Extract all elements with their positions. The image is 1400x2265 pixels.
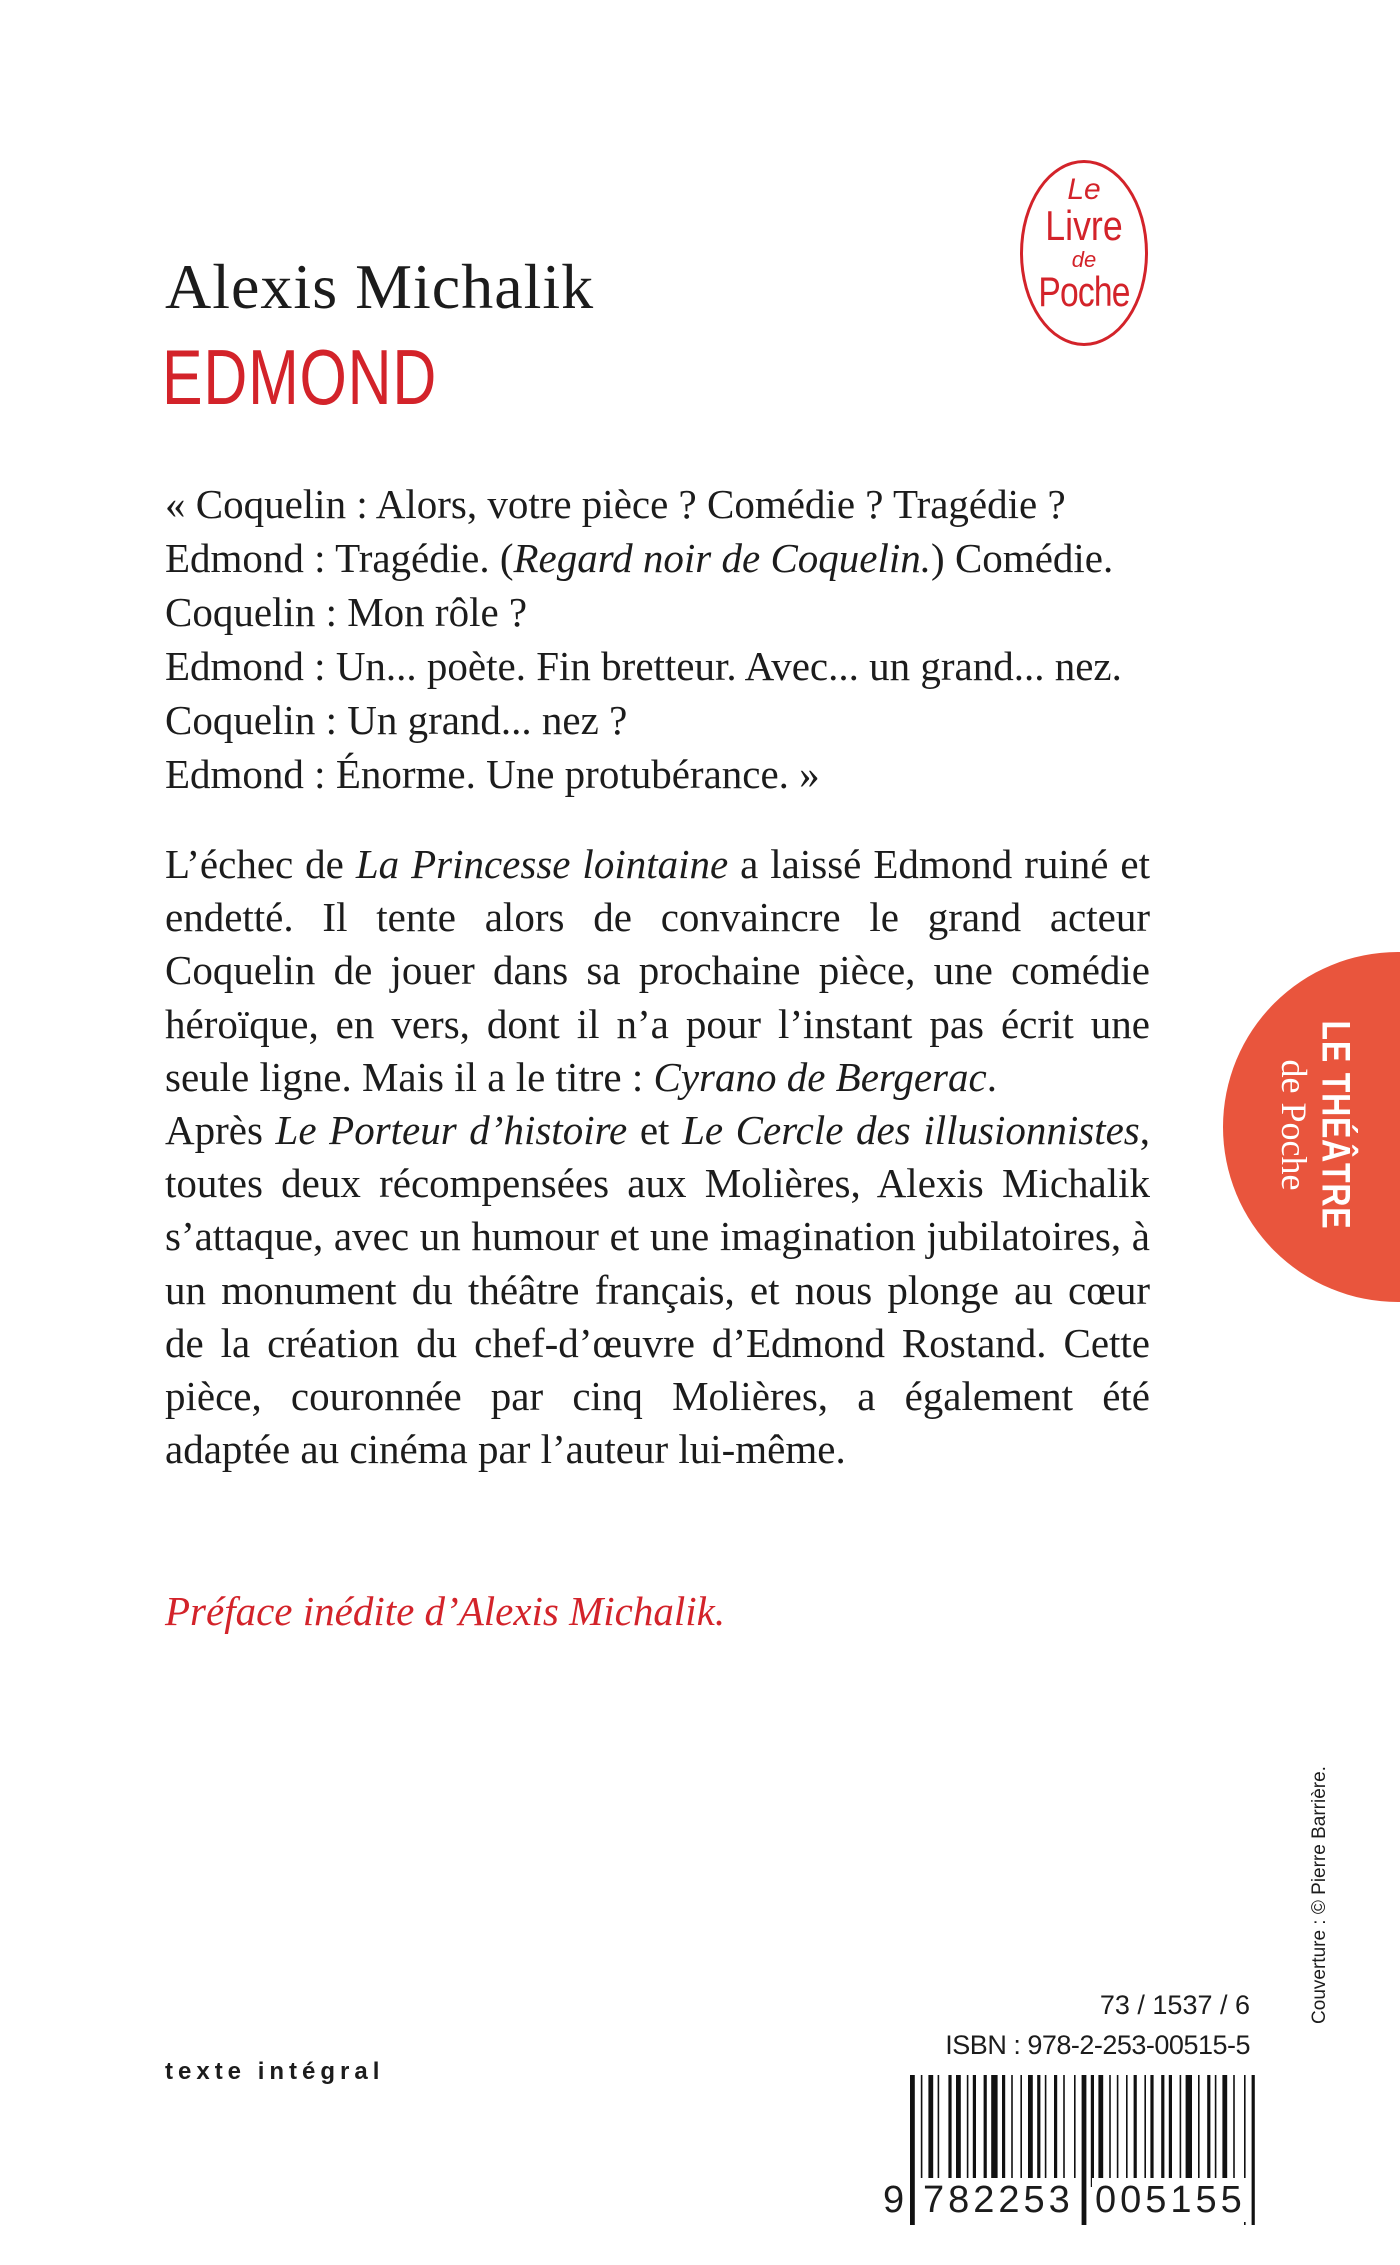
dialogue-run: Coquelin : Un grand... nez ? <box>165 697 628 743</box>
barcode-digit-first: 9 <box>880 2178 907 2222</box>
logo-line-2: Livre <box>1045 202 1123 249</box>
summary-run: La Princesse lointaine <box>355 841 729 887</box>
preface-note: Préface inédite d’Alexis Michalik. <box>165 1588 726 1634</box>
barcode-bar <box>991 2075 997 2187</box>
publisher-logo <box>1020 160 1148 346</box>
barcode-bar <box>967 2075 969 2187</box>
barcode-bar <box>1054 2075 1057 2187</box>
dialogue-line <box>165 477 1155 531</box>
dialogue-excerpt <box>165 477 1155 801</box>
barcode-bar <box>1020 2075 1022 2187</box>
barcode-bar <box>956 2075 961 2187</box>
summary-run: Cyrano de Bergerac <box>653 1053 987 1100</box>
dialogue-line <box>165 531 1155 585</box>
barcode-bar <box>1161 2075 1164 2187</box>
author-name: Alexis Michalik <box>165 251 595 322</box>
barcode-bar <box>1180 2075 1182 2187</box>
summary-run: L’échec de <box>165 841 356 887</box>
barcode-bar <box>973 2075 976 2187</box>
dialogue-run: ) Comédie. <box>931 535 1114 581</box>
barcode-bar <box>1037 2075 1040 2187</box>
logo-line-1: Le <box>1067 173 1101 206</box>
barcode-bar <box>1215 2075 1217 2187</box>
barcode-bar <box>938 2075 940 2187</box>
barcode-bar <box>1117 2075 1119 2187</box>
isbn-number: ISBN : 978-2-253-00515-5 <box>945 2030 1250 2060</box>
barcode-bar <box>1063 2075 1065 2187</box>
barcode-digits-left: 782253 <box>920 2178 1077 2222</box>
summary-run: Le Cercle des illusionnistes <box>682 1107 1140 1154</box>
badge-text <box>1274 1015 1400 1235</box>
dialogue-run: Edmond : Tragédie. ( <box>165 535 514 581</box>
barcode-bar <box>1011 2075 1013 2187</box>
badge-line-2: de Poche <box>1274 1059 1314 1191</box>
barcode-bar <box>1207 2075 1210 2187</box>
summary-run: , toutes deux récompensées aux Molières, Alexis Michalik s’attaque, avec un humour et une imagination jubilatoires, à un monument du théâtre français, et nous plonge au cœur de la création du chef-d’œuvre d’Edmond Rostand. Cette pièce, couronnée par cinq Molières, a également été adaptée au cinéma par l’auteur lui-même. <box>165 1107 1150 1473</box>
book-title: EDMOND <box>162 333 438 421</box>
cover-credit: Couverture : © Pierre Barrière. <box>1309 1766 1330 2024</box>
barcode-digits <box>880 2178 1260 2228</box>
logo-line-3: de <box>1071 247 1097 272</box>
barcode-bar <box>1186 2075 1192 2187</box>
barcode-bar <box>1002 2075 1005 2187</box>
book-summary <box>165 838 1150 1476</box>
dialogue-run: Edmond : Énorme. Une protubérance. » <box>165 751 820 797</box>
summary-run: et <box>627 1107 683 1154</box>
summary-run: Le Porteur d’histoire <box>275 1107 628 1154</box>
barcode-bar <box>1150 2075 1153 2187</box>
barcode-bar <box>1134 2075 1137 2187</box>
summary-paragraph <box>165 1104 1150 1476</box>
dialogue-run: Regard noir de Coquelin. <box>513 535 932 581</box>
dialogue-line <box>165 639 1155 693</box>
barcode-bar <box>1091 2075 1094 2187</box>
dialogue-line <box>165 693 1155 747</box>
summary-paragraph <box>165 838 1150 1104</box>
barcode-bar <box>1074 2075 1076 2187</box>
barcode-bar <box>1233 2075 1235 2187</box>
summary-run: a laissé Edmond ruiné et endetté. Il tente alors de convaincre le grand acteur Coquelin de jouer dans sa prochaine pièce, une comédie héroïque, en vers, dont il n’a pour l’instant pas écrit une seule ligne. Mais il a le titre : <box>165 841 1150 1100</box>
barcode-bar <box>1109 2075 1111 2187</box>
barcode-bar <box>928 2075 933 2187</box>
texte-integral-label: texte intégral <box>165 2058 385 2085</box>
barcode-bar <box>1169 2075 1172 2187</box>
dialogue-line <box>165 747 1155 801</box>
logo-line-4: Poche <box>1038 268 1130 315</box>
barcode-bar <box>1098 2075 1103 2187</box>
catalog-code: 73 / 1537 / 6 <box>1099 1990 1250 2020</box>
dialogue-run: « Coquelin : Alors, votre pièce ? Comédie ? Tragédie ? <box>165 481 1066 527</box>
barcode-bar <box>1144 2075 1146 2187</box>
barcode-bar <box>1222 2075 1227 2187</box>
summary-run: . <box>986 1053 997 1100</box>
dialogue-run: Edmond : Un... poète. Fin bretteur. Avec... un grand... nez. <box>165 643 1122 689</box>
summary-run: Après <box>165 1107 276 1154</box>
dialogue-run: Coquelin : Mon rôle ? <box>165 589 528 635</box>
barcode-bar <box>921 2075 923 2187</box>
barcode-bar <box>1126 2075 1128 2187</box>
barcode-bar <box>1028 2075 1033 2187</box>
barcode-digits-right: 005155 <box>1092 2178 1249 2222</box>
barcode-bar <box>984 2075 987 2187</box>
barcode-bar <box>1045 2075 1047 2187</box>
barcode-bar <box>1198 2075 1200 2187</box>
badge-line-1: LE THÉÂTRE <box>1313 1020 1358 1230</box>
barcode-bar <box>948 2075 951 2187</box>
dialogue-line <box>165 585 1155 639</box>
